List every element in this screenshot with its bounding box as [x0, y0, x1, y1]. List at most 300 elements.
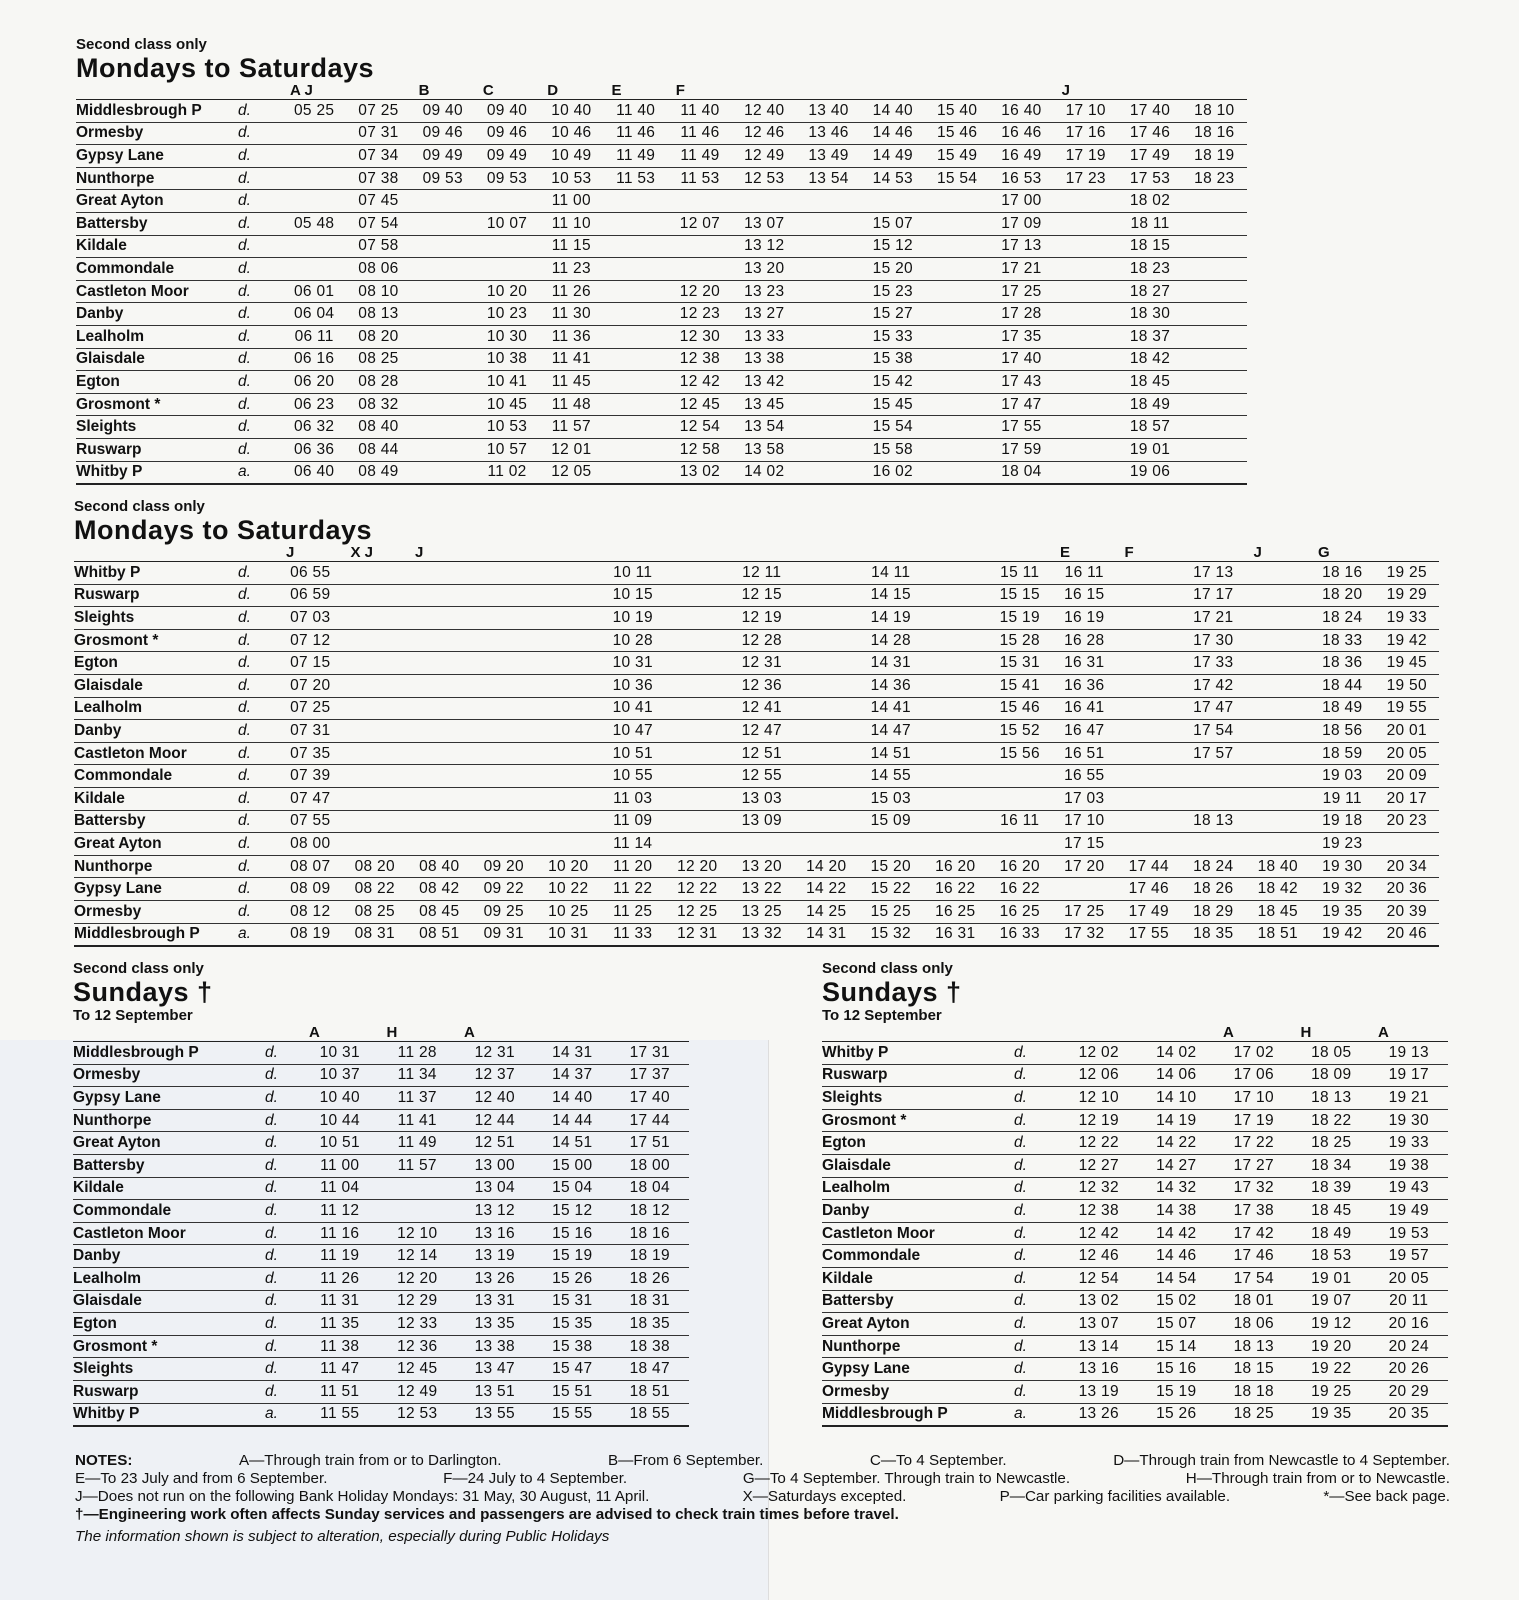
- time-cell: 13 33: [732, 325, 796, 348]
- time-cell: [665, 674, 730, 697]
- time-cell: [1182, 280, 1246, 303]
- timetable-sunday-to-middlesbrough: [822, 960, 1448, 1427]
- table-row: [76, 371, 1247, 394]
- time-cell: 19 03: [1310, 765, 1375, 788]
- dep-arr-marker: d.: [236, 371, 282, 394]
- time-cell: [407, 562, 472, 585]
- time-cell: 15 41: [988, 674, 1053, 697]
- station-name: Lealholm: [822, 1177, 1012, 1200]
- time-cell: 10 15: [601, 584, 666, 607]
- time-cell: 18 35: [611, 1313, 689, 1336]
- time-cell: 17 42: [1181, 674, 1246, 697]
- time-cell: 15 15: [988, 584, 1053, 607]
- time-cell: 10 47: [601, 720, 666, 743]
- time-cell: [536, 697, 601, 720]
- time-cell: 11 49: [668, 145, 732, 168]
- dep-arr-marker: a.: [263, 1403, 301, 1426]
- time-cell: 13 26: [1060, 1403, 1138, 1426]
- time-cell: 18 25: [1215, 1403, 1293, 1426]
- time-cell: 18 04: [989, 461, 1053, 484]
- time-cell: 14 19: [1138, 1109, 1216, 1132]
- station-name: Grosmont *: [76, 393, 236, 416]
- dep-arr-marker: d.: [263, 1042, 301, 1065]
- time-cell: [343, 674, 408, 697]
- table-row: [73, 1403, 689, 1426]
- time-cell: 09 53: [475, 167, 539, 190]
- dep-arr-marker: d.: [236, 190, 282, 213]
- time-cell: [472, 742, 537, 765]
- time-cell: 14 11: [859, 562, 924, 585]
- table-row: [73, 1109, 689, 1132]
- time-cell: 08 19: [278, 923, 343, 946]
- dep-arr-marker: d.: [236, 855, 278, 878]
- time-cell: [794, 584, 859, 607]
- station-name: Commondale: [73, 1200, 263, 1223]
- time-cell: [925, 258, 989, 281]
- time-cell: 13 46: [796, 122, 860, 145]
- time-cell: [407, 810, 472, 833]
- time-cell: 11 47: [301, 1358, 379, 1381]
- time-cell: [794, 697, 859, 720]
- time-cell: 18 13: [1215, 1335, 1293, 1358]
- table-row: [822, 1358, 1448, 1381]
- time-cell: [1181, 765, 1246, 788]
- time-cell: 15 58: [861, 438, 925, 461]
- time-cell: [665, 607, 730, 630]
- time-cell: 18 56: [1310, 720, 1375, 743]
- time-cell: [794, 833, 859, 856]
- time-cell: [536, 765, 601, 788]
- time-cell: [475, 235, 539, 258]
- time-cell: [411, 461, 475, 484]
- time-cell: 17 46: [1215, 1245, 1293, 1268]
- time-cell: 19 53: [1370, 1222, 1448, 1245]
- column-note: J: [286, 545, 295, 561]
- station-name: Whitby P: [73, 1403, 263, 1426]
- time-cell: [472, 652, 537, 675]
- time-cell: 09 31: [472, 923, 537, 946]
- table-row: [76, 348, 1247, 371]
- time-cell: 14 54: [1138, 1267, 1216, 1290]
- time-cell: 12 45: [379, 1358, 457, 1381]
- table-title: Mondays to Saturdays: [76, 53, 375, 83]
- station-name: Kildale: [822, 1267, 1012, 1290]
- station-name: Middlesbrough P: [74, 923, 236, 946]
- note-item: D—Through train from Newcastle to 4 September.: [1113, 1452, 1450, 1469]
- dep-arr-marker: d.: [236, 720, 278, 743]
- column-note: A: [1378, 1025, 1389, 1041]
- time-cell: 17 49: [1118, 145, 1182, 168]
- time-cell: 17 32: [1052, 923, 1117, 946]
- time-cell: 13 16: [456, 1222, 534, 1245]
- time-cell: 13 35: [456, 1313, 534, 1336]
- station-name: Danby: [74, 720, 236, 743]
- time-cell: 15 38: [534, 1335, 612, 1358]
- column-note: [859, 545, 924, 562]
- time-cell: [1246, 674, 1311, 697]
- time-cell: 12 25: [665, 900, 730, 923]
- time-cell: 12 41: [730, 697, 795, 720]
- time-cell: 06 04: [282, 303, 346, 326]
- time-cell: 19 25: [1293, 1380, 1371, 1403]
- time-cell: 07 25: [346, 100, 410, 123]
- time-cell: 14 20: [794, 855, 859, 878]
- time-cell: 17 53: [1118, 167, 1182, 190]
- time-cell: 15 09: [859, 810, 924, 833]
- dep-arr-marker: d.: [236, 167, 282, 190]
- dep-arr-marker: d.: [1012, 1177, 1060, 1200]
- time-cell: 16 31: [923, 923, 988, 946]
- time-cell: 19 25: [1375, 562, 1440, 585]
- time-cell: [407, 833, 472, 856]
- time-cell: 13 51: [456, 1380, 534, 1403]
- time-cell: 17 22: [1215, 1132, 1293, 1155]
- time-cell: [925, 438, 989, 461]
- station-name: Great Ayton: [76, 190, 236, 213]
- note-item: X—Saturdays excepted.: [742, 1488, 907, 1505]
- time-cell: 19 49: [1370, 1200, 1448, 1223]
- time-cell: 19 45: [1375, 652, 1440, 675]
- time-cell: 17 03: [1052, 787, 1117, 810]
- time-cell: 20 34: [1375, 855, 1440, 878]
- time-cell: [603, 416, 667, 439]
- time-cell: [536, 607, 601, 630]
- time-cell: 11 16: [301, 1222, 379, 1245]
- table-row: [76, 100, 1247, 123]
- table-row: [822, 1042, 1448, 1065]
- time-cell: [925, 235, 989, 258]
- time-cell: 17 54: [1215, 1267, 1293, 1290]
- time-cell: 07 31: [278, 720, 343, 743]
- time-cell: 17 57: [1181, 742, 1246, 765]
- time-cell: 10 57: [475, 438, 539, 461]
- time-cell: 15 25: [859, 900, 924, 923]
- dep-arr-marker: d.: [1012, 1222, 1060, 1245]
- time-cell: 13 20: [732, 258, 796, 281]
- time-cell: 15 28: [988, 629, 1053, 652]
- time-cell: 11 03: [601, 787, 666, 810]
- time-cell: [603, 461, 667, 484]
- table-row: [74, 810, 1439, 833]
- time-cell: [1054, 235, 1118, 258]
- time-cell: 15 40: [925, 100, 989, 123]
- time-cell: 11 37: [379, 1087, 457, 1110]
- time-cell: 14 47: [859, 720, 924, 743]
- column-note: [923, 545, 988, 562]
- time-cell: 10 41: [475, 371, 539, 394]
- column-note: [796, 83, 860, 100]
- time-cell: 18 44: [1310, 674, 1375, 697]
- time-cell: 11 14: [601, 833, 666, 856]
- time-cell: 13 09: [730, 810, 795, 833]
- time-cell: [796, 235, 860, 258]
- time-cell: [1117, 607, 1182, 630]
- time-cell: 18 35: [1181, 923, 1246, 946]
- time-cell: 10 31: [601, 652, 666, 675]
- time-cell: 11 45: [539, 371, 603, 394]
- time-cell: 18 10: [1182, 100, 1246, 123]
- station-name: Whitby P: [822, 1042, 1012, 1065]
- time-cell: 14 28: [859, 629, 924, 652]
- time-cell: 11 57: [379, 1154, 457, 1177]
- time-cell: 12 31: [456, 1042, 534, 1065]
- time-cell: [1246, 562, 1311, 585]
- time-cell: 15 31: [988, 652, 1053, 675]
- time-cell: 17 02: [1215, 1042, 1293, 1065]
- dep-arr-marker: d.: [236, 607, 278, 630]
- time-cell: 10 40: [539, 100, 603, 123]
- dep-arr-marker: d.: [236, 697, 278, 720]
- time-cell: [343, 629, 408, 652]
- time-cell: 15 12: [861, 235, 925, 258]
- dep-arr-marker: d.: [263, 1200, 301, 1223]
- time-cell: 17 20: [1052, 855, 1117, 878]
- time-cell: 12 49: [732, 145, 796, 168]
- time-cell: 14 46: [861, 122, 925, 145]
- time-cell: 08 20: [343, 855, 408, 878]
- time-cell: 12 40: [732, 100, 796, 123]
- time-cell: 14 38: [1138, 1200, 1216, 1223]
- column-note: X J: [350, 545, 374, 561]
- time-cell: 13 40: [796, 100, 860, 123]
- time-cell: [668, 190, 732, 213]
- time-cell: 16 31: [1052, 652, 1117, 675]
- time-cell: [603, 438, 667, 461]
- time-cell: [665, 652, 730, 675]
- time-cell: 11 41: [539, 348, 603, 371]
- time-cell: 11 55: [301, 1403, 379, 1426]
- station-name: Grosmont *: [73, 1335, 263, 1358]
- time-cell: 16 36: [1052, 674, 1117, 697]
- station-name: Lealholm: [76, 325, 236, 348]
- time-cell: [665, 742, 730, 765]
- table-row: [76, 145, 1247, 168]
- time-cell: 17 10: [1052, 810, 1117, 833]
- station-name: Kildale: [73, 1177, 263, 1200]
- station-name: Kildale: [74, 787, 236, 810]
- time-cell: 18 49: [1310, 697, 1375, 720]
- time-cell: 10 28: [601, 629, 666, 652]
- time-cell: 18 39: [1293, 1177, 1371, 1200]
- table-row: [76, 461, 1247, 484]
- time-cell: 15 26: [534, 1267, 612, 1290]
- time-cell: 20 11: [1370, 1290, 1448, 1313]
- dep-arr-marker: d.: [263, 1109, 301, 1132]
- time-cell: 14 02: [1138, 1042, 1216, 1065]
- time-cell: [603, 303, 667, 326]
- dep-arr-marker: d.: [236, 833, 278, 856]
- engineering-note: †—Engineering work often affects Sunday services and passengers are advised to check train times before travel.: [75, 1506, 899, 1523]
- time-cell: 12 42: [668, 371, 732, 394]
- time-cell: 17 19: [1215, 1109, 1293, 1132]
- time-cell: 10 07: [475, 212, 539, 235]
- time-cell: [411, 438, 475, 461]
- time-cell: 13 03: [730, 787, 795, 810]
- time-cell: 11 00: [301, 1154, 379, 1177]
- column-note: H: [1300, 1025, 1312, 1041]
- note-item: C—To 4 September.: [869, 1452, 1007, 1469]
- time-cell: 14 41: [859, 697, 924, 720]
- time-cell: 13 12: [732, 235, 796, 258]
- time-cell: 11 31: [301, 1290, 379, 1313]
- time-cell: 16 46: [989, 122, 1053, 145]
- time-cell: 09 22: [472, 878, 537, 901]
- time-cell: 08 40: [346, 416, 410, 439]
- time-cell: 19 07: [1293, 1290, 1371, 1313]
- table-row: [76, 438, 1247, 461]
- time-cell: [923, 584, 988, 607]
- time-cell: 14 40: [534, 1087, 612, 1110]
- time-cell: 18 34: [1293, 1154, 1371, 1177]
- time-cell: 08 51: [407, 923, 472, 946]
- station-name: Great Ayton: [822, 1313, 1012, 1336]
- dep-arr-marker: d.: [263, 1380, 301, 1403]
- table-row: [73, 1154, 689, 1177]
- time-cell: 12 28: [730, 629, 795, 652]
- time-cell: 15 56: [988, 742, 1053, 765]
- table-row: [73, 1087, 689, 1110]
- time-cell: 19 30: [1310, 855, 1375, 878]
- table-row: [76, 325, 1247, 348]
- time-cell: [923, 629, 988, 652]
- time-cell: [665, 810, 730, 833]
- time-cell: 15 54: [861, 416, 925, 439]
- time-cell: [794, 629, 859, 652]
- column-note: [611, 1025, 689, 1042]
- time-cell: 13 27: [732, 303, 796, 326]
- time-cell: [536, 562, 601, 585]
- time-cell: [343, 562, 408, 585]
- time-cell: 14 02: [732, 461, 796, 484]
- time-cell: 12 31: [665, 923, 730, 946]
- time-cell: [794, 810, 859, 833]
- time-cell: 11 57: [539, 416, 603, 439]
- time-cell: 14 19: [859, 607, 924, 630]
- time-cell: 11 33: [601, 923, 666, 946]
- station-name: Gypsy Lane: [74, 878, 236, 901]
- dep-arr-marker: a.: [1012, 1403, 1060, 1426]
- timetable-sunday-to-whitby: [73, 960, 689, 1427]
- time-cell: 09 40: [411, 100, 475, 123]
- table-row: [76, 303, 1247, 326]
- time-cell: 15 42: [861, 371, 925, 394]
- time-cell: [411, 348, 475, 371]
- station-name: Ruswarp: [76, 438, 236, 461]
- time-cell: [923, 833, 988, 856]
- time-cell: 17 51: [611, 1132, 689, 1155]
- time-cell: 13 42: [732, 371, 796, 394]
- time-cell: [1117, 674, 1182, 697]
- dep-arr-marker: d.: [1012, 1267, 1060, 1290]
- time-cell: 12 53: [732, 167, 796, 190]
- time-cell: [411, 371, 475, 394]
- time-cell: 11 49: [603, 145, 667, 168]
- time-cell: [1117, 833, 1182, 856]
- time-cell: 08 25: [343, 900, 408, 923]
- time-cell: [1246, 810, 1311, 833]
- table-row: [76, 190, 1247, 213]
- time-cell: [407, 652, 472, 675]
- time-cell: [1054, 190, 1118, 213]
- time-cell: 13 12: [456, 1200, 534, 1223]
- column-note: [665, 545, 730, 562]
- time-cell: 17 23: [1054, 167, 1118, 190]
- time-cell: 12 19: [730, 607, 795, 630]
- time-cell: [407, 584, 472, 607]
- time-cell: 14 55: [859, 765, 924, 788]
- station-name: Danby: [822, 1200, 1012, 1223]
- time-cell: 16 49: [989, 145, 1053, 168]
- station-name: Sleights: [76, 416, 236, 439]
- time-cell: [536, 584, 601, 607]
- time-cell: 19 21: [1370, 1087, 1448, 1110]
- time-cell: 18 33: [1310, 629, 1375, 652]
- time-cell: [796, 303, 860, 326]
- time-cell: 13 19: [1060, 1380, 1138, 1403]
- time-cell: 13 45: [732, 393, 796, 416]
- time-cell: 12 20: [668, 280, 732, 303]
- time-cell: 08 10: [346, 280, 410, 303]
- time-cell: 12 33: [379, 1313, 457, 1336]
- table-row: [74, 674, 1439, 697]
- time-cell: 12 15: [730, 584, 795, 607]
- column-notes-row: [73, 1025, 689, 1042]
- time-cell: [665, 765, 730, 788]
- table-row: [822, 1177, 1448, 1200]
- time-cell: 06 40: [282, 461, 346, 484]
- time-cell: 08 45: [407, 900, 472, 923]
- time-cell: 15 47: [534, 1358, 612, 1381]
- column-note: C: [482, 83, 494, 99]
- time-cell: 18 00: [611, 1154, 689, 1177]
- station-name: Ormesby: [822, 1380, 1012, 1403]
- time-cell: [407, 720, 472, 743]
- time-cell: [343, 697, 408, 720]
- time-cell: [1117, 629, 1182, 652]
- time-cell: 14 44: [534, 1109, 612, 1132]
- time-cell: 18 38: [611, 1335, 689, 1358]
- time-cell: [859, 833, 924, 856]
- time-cell: [603, 190, 667, 213]
- time-cell: [925, 393, 989, 416]
- time-cell: 06 23: [282, 393, 346, 416]
- time-cell: 18 13: [1293, 1087, 1371, 1110]
- time-cell: [1117, 720, 1182, 743]
- time-cell: [1117, 787, 1182, 810]
- station-name: Egton: [74, 652, 236, 675]
- time-cell: 16 22: [923, 878, 988, 901]
- dep-arr-marker: d.: [236, 416, 282, 439]
- time-cell: 13 20: [730, 855, 795, 878]
- time-cell: 07 12: [278, 629, 343, 652]
- time-cell: 08 12: [278, 900, 343, 923]
- time-cell: 12 19: [1060, 1109, 1138, 1132]
- time-cell: 18 12: [611, 1200, 689, 1223]
- time-cell: [1117, 742, 1182, 765]
- time-cell: [925, 280, 989, 303]
- time-cell: 14 51: [534, 1132, 612, 1155]
- table-row: [73, 1335, 689, 1358]
- note-item: B—From 6 September.: [608, 1452, 764, 1469]
- dep-arr-marker: d.: [1012, 1200, 1060, 1223]
- time-cell: [796, 393, 860, 416]
- time-cell: 19 57: [1370, 1245, 1448, 1268]
- table-row: [74, 697, 1439, 720]
- time-cell: 17 44: [1117, 855, 1182, 878]
- time-cell: 18 37: [1118, 325, 1182, 348]
- time-cell: 08 25: [346, 348, 410, 371]
- time-cell: 20 16: [1370, 1313, 1448, 1336]
